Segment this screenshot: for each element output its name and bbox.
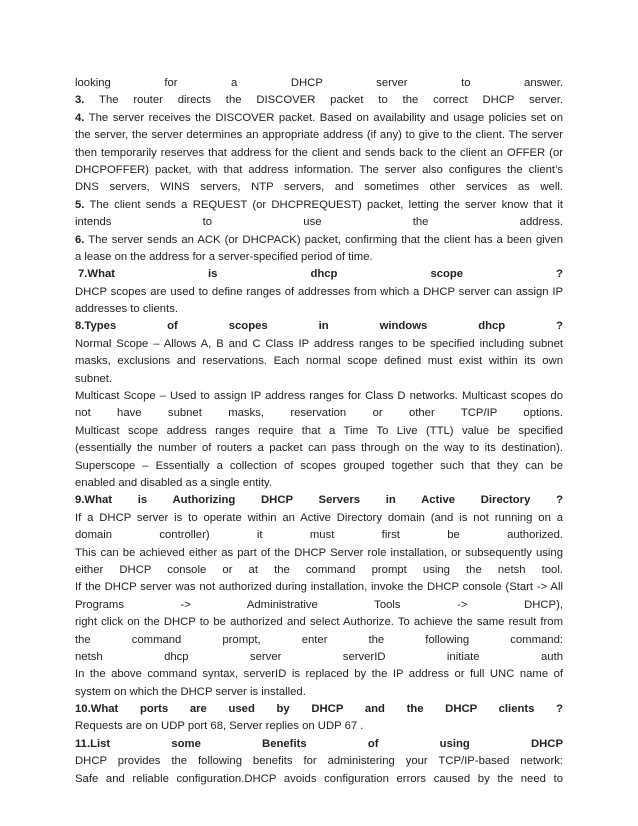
text-line <box>75 92 563 109</box>
text-line <box>75 110 563 127</box>
line-text: If the DHCP server was not authorized during installation, invoke the DHCP console (Start -> All <box>75 581 563 594</box>
question-heading <box>75 701 563 718</box>
line-text: Normal Scope – Allows A, B and C Class IP address ranges to be specified including subnet <box>75 337 563 350</box>
line-text: domain controller) it must first be authorized. <box>75 529 563 542</box>
step-number: 6. <box>75 233 85 246</box>
text-line <box>75 597 563 614</box>
line-text: DHCPOFFER) packet, with that address information. The server also configures the client’s <box>75 163 563 176</box>
line-text: If a DHCP server is to operate within an Active Directory domain (and is not running on a <box>75 511 563 524</box>
text-line <box>75 127 563 144</box>
text-line <box>75 301 563 318</box>
text-line <box>75 545 563 562</box>
text-line <box>75 666 563 683</box>
line-text: system on which the DHCP server is installed. <box>75 685 306 698</box>
line-text: 8.Types of scopes in windows dhcp ? <box>75 320 563 333</box>
line-text: then temporarily reserves that address for the client and sends back to the client an OFFER (or <box>75 146 563 159</box>
step-number: 4. <box>75 111 85 124</box>
text-line <box>75 197 563 214</box>
line-text: addresses to clients. <box>75 303 178 316</box>
step-number: 3. <box>75 94 85 107</box>
text-line <box>75 336 563 353</box>
line-text: enabled and disabled as a single entity. <box>75 476 273 489</box>
line-text: 9.What is Authorizing DHCP Servers in Active Directory ? <box>75 494 563 507</box>
question-heading <box>75 318 563 335</box>
text-line <box>75 632 563 649</box>
text-line <box>75 145 563 162</box>
text-line <box>75 214 563 231</box>
text-line <box>75 284 563 301</box>
text-line <box>75 440 563 457</box>
text-line <box>75 718 563 735</box>
line-text: Superscope – Essentially a collection of scopes grouped together such that they can be <box>75 459 563 472</box>
text-line <box>75 614 563 631</box>
line-text: 11.List some Benefits of using DHCP <box>75 737 563 750</box>
line-text: the command prompt, enter the following command: <box>75 633 563 646</box>
line-text: The router directs the DISCOVER packet to the correct DHCP server. <box>84 94 563 107</box>
line-text: Requests are on UDP port 68, Server replies on UDP 67 . <box>75 720 364 733</box>
text-line <box>75 771 563 788</box>
line-text: masks, exclusions and reservations. Each normal scope defined must exist within its own <box>75 355 563 368</box>
line-text: netsh dhcp server serverID initiate auth <box>75 650 563 663</box>
text-line <box>75 527 563 544</box>
text-line <box>75 475 563 492</box>
line-text: (essentially the number of routers a packet can pass through on the way to its destination). <box>75 442 563 455</box>
line-text: The server sends an ACK (or DHCPACK) packet, confirming that the client has a been given <box>84 233 563 246</box>
line-text: right click on the DHCP to be authorized and select Authorize. To achieve the same result from <box>75 616 563 629</box>
text-line <box>75 75 563 92</box>
step-number: 5. <box>75 198 85 211</box>
line-text: not have subnet masks, reservation or other TCP/IP options. <box>75 407 563 420</box>
text-line <box>75 510 563 527</box>
text-line <box>75 649 563 666</box>
question-heading <box>75 492 563 509</box>
line-text: Programs -> Administrative Tools -> DHCP), <box>75 598 563 611</box>
line-text: 7.What is dhcp scope ? <box>78 268 563 281</box>
line-text: The server receives the DISCOVER packet. Based on availability and usage policies set on <box>84 111 563 124</box>
text-line <box>75 458 563 475</box>
line-text: DNS servers, WINS servers, NTP servers, and sometimes other services as well. <box>75 181 563 194</box>
line-text: Safe and reliable configuration.DHCP avoids configuration errors caused by the need to <box>75 772 563 785</box>
text-line <box>75 249 563 266</box>
text-line <box>75 423 563 440</box>
text-line <box>75 562 563 579</box>
question-heading <box>75 266 563 283</box>
document-page <box>75 75 563 788</box>
line-text: Multicast scope address ranges require that a Time To Live (TTL) value be specified <box>75 424 563 437</box>
line-text: intends to use the address. <box>75 216 563 229</box>
text-line <box>75 371 563 388</box>
line-text: Multicast Scope – Used to assign IP address ranges for Class D networks. Multicast scopes do <box>75 390 563 403</box>
line-text: 10.What ports are used by DHCP and the DHCP clients ? <box>75 703 563 716</box>
line-text: DHCP provides the following benefits for administering your TCP/IP-based network: <box>75 755 563 768</box>
text-line <box>75 753 563 770</box>
question-heading <box>75 736 563 753</box>
text-line <box>75 405 563 422</box>
line-text: The client sends a REQUEST (or DHCPREQUEST) packet, letting the server know that it <box>84 198 563 211</box>
line-text: This can be achieved either as part of the DHCP Server role installation, or subsequently using <box>75 546 563 559</box>
text-line <box>75 232 563 249</box>
line-text: In the above command syntax, serverID is replaced by the IP address or full UNC name of <box>75 668 563 681</box>
text-line <box>75 388 563 405</box>
line-text: subnet. <box>75 372 113 385</box>
text-line <box>75 353 563 370</box>
line-text: either DHCP console or at the command prompt using the netsh tool. <box>75 563 563 576</box>
text-line <box>75 162 563 179</box>
line-text: a lease on the address for a server-specified period of time. <box>75 250 373 263</box>
line-text: the server, the server determines an appropriate address (if any) to give to the client. The server <box>75 129 563 142</box>
line-text: DHCP scopes are used to define ranges of addresses from which a DHCP server can assign IP <box>75 285 563 298</box>
text-line <box>75 179 563 196</box>
text-line <box>75 579 563 596</box>
line-text: looking for a DHCP server to answer. <box>75 77 563 89</box>
text-line <box>75 684 563 701</box>
